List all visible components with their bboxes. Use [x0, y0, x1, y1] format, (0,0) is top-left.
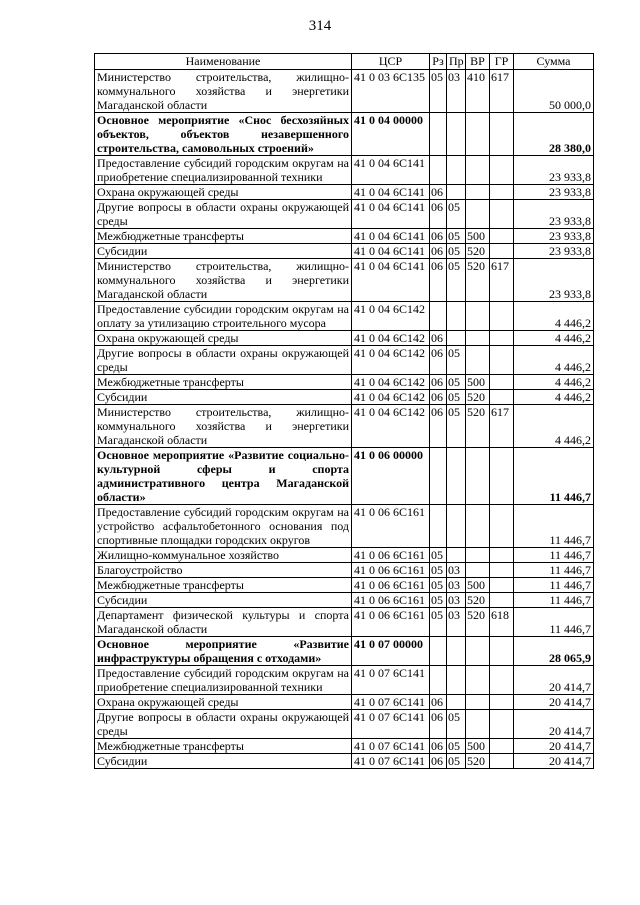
- cell-sum: 20 414,7: [514, 695, 594, 710]
- cell-gr: [490, 244, 514, 259]
- table-row: [95, 608, 594, 637]
- cell-csr: 41 0 04 6С141: [352, 229, 430, 244]
- cell-name: Охрана окружающей среды: [95, 185, 352, 200]
- cell-name: Другие вопросы в области охраны окружающей среды: [95, 710, 352, 739]
- cell-csr: 41 0 04 6С142: [352, 346, 430, 375]
- cell-pr: [447, 185, 466, 200]
- table-row: [95, 710, 594, 739]
- cell-rz: [430, 302, 447, 331]
- cell-gr: [490, 710, 514, 739]
- cell-gr: [490, 331, 514, 346]
- cell-sum: 50 000,0: [514, 70, 594, 113]
- cell-name: Межбюджетные трансферты: [95, 739, 352, 754]
- cell-rz: 06: [430, 390, 447, 405]
- cell-sum: 4 446,2: [514, 302, 594, 331]
- cell-vr: 520: [466, 244, 490, 259]
- cell-gr: [490, 593, 514, 608]
- cell-rz: 06: [430, 710, 447, 739]
- cell-gr: 618: [490, 608, 514, 637]
- cell-name: Основное мероприятие «Развитие социально-культурной сферы и спорта административного центра Магаданской области»: [95, 448, 352, 505]
- cell-rz: 06: [430, 200, 447, 229]
- header-vr: ВР: [466, 54, 490, 70]
- cell-pr: 05: [447, 346, 466, 375]
- cell-gr: [490, 448, 514, 505]
- cell-sum: 23 933,8: [514, 229, 594, 244]
- table-row: [95, 302, 594, 331]
- cell-rz: 05: [430, 563, 447, 578]
- cell-sum: 20 414,7: [514, 754, 594, 769]
- cell-pr: [447, 695, 466, 710]
- cell-vr: [466, 448, 490, 505]
- cell-vr: [466, 185, 490, 200]
- cell-pr: 03: [447, 593, 466, 608]
- table-row: [95, 113, 594, 156]
- table-row: [95, 346, 594, 375]
- cell-csr: 41 0 06 6С161: [352, 563, 430, 578]
- cell-vr: [466, 548, 490, 563]
- cell-gr: [490, 346, 514, 375]
- cell-vr: [466, 156, 490, 185]
- cell-csr: 41 0 04 6С141: [352, 200, 430, 229]
- cell-name: Другие вопросы в области охраны окружающей среды: [95, 200, 352, 229]
- cell-sum: 4 446,2: [514, 331, 594, 346]
- cell-sum: 4 446,2: [514, 390, 594, 405]
- cell-csr: 41 0 06 6С161: [352, 505, 430, 548]
- cell-pr: 05: [447, 754, 466, 769]
- page-number: 314: [308, 18, 332, 34]
- cell-vr: 500: [466, 578, 490, 593]
- cell-sum: 20 414,7: [514, 710, 594, 739]
- cell-pr: 05: [447, 375, 466, 390]
- cell-pr: 03: [447, 578, 466, 593]
- cell-gr: 617: [490, 70, 514, 113]
- table-row: [95, 548, 594, 563]
- cell-rz: 06: [430, 244, 447, 259]
- cell-sum: 20 414,7: [514, 739, 594, 754]
- cell-name: Субсидии: [95, 244, 352, 259]
- cell-pr: [447, 302, 466, 331]
- cell-vr: [466, 505, 490, 548]
- cell-pr: [447, 113, 466, 156]
- cell-pr: 05: [447, 200, 466, 229]
- cell-gr: [490, 200, 514, 229]
- cell-rz: [430, 637, 447, 666]
- cell-sum: 28 380,0: [514, 113, 594, 156]
- cell-csr: 41 0 04 6С142: [352, 302, 430, 331]
- cell-name: Субсидии: [95, 390, 352, 405]
- cell-gr: [490, 563, 514, 578]
- cell-vr: 520: [466, 754, 490, 769]
- cell-vr: [466, 563, 490, 578]
- cell-gr: [490, 113, 514, 156]
- cell-csr: 41 0 07 6С141: [352, 710, 430, 739]
- cell-csr: 41 0 06 6С161: [352, 608, 430, 637]
- table-row: [95, 259, 594, 302]
- cell-sum: 4 446,2: [514, 405, 594, 448]
- cell-name: Предоставление субсидии городским округам на оплату за утилизацию строительного мусора: [95, 302, 352, 331]
- header-gr: ГР: [490, 54, 514, 70]
- cell-gr: [490, 185, 514, 200]
- table-row: [95, 156, 594, 185]
- cell-name: Министерство строительства, жилищно-коммунального хозяйства и энергетики Магаданской области: [95, 259, 352, 302]
- cell-rz: 05: [430, 593, 447, 608]
- cell-csr: 41 0 04 6С141: [352, 259, 430, 302]
- cell-csr: 41 0 03 6С135: [352, 70, 430, 113]
- cell-rz: 06: [430, 405, 447, 448]
- cell-vr: [466, 346, 490, 375]
- cell-gr: [490, 578, 514, 593]
- cell-rz: [430, 156, 447, 185]
- cell-gr: 617: [490, 259, 514, 302]
- table-row: [95, 637, 594, 666]
- cell-name: Предоставление субсидий городским округам на приобретение специализированной техники: [95, 156, 352, 185]
- cell-gr: [490, 548, 514, 563]
- cell-gr: [490, 695, 514, 710]
- cell-pr: 03: [447, 70, 466, 113]
- cell-vr: [466, 637, 490, 666]
- cell-rz: [430, 505, 447, 548]
- cell-name: Межбюджетные трансферты: [95, 229, 352, 244]
- cell-name: Департамент физической культуры и спорта Магаданской области: [95, 608, 352, 637]
- cell-name: Предоставление субсидий городским округам на устройство асфальтобетонного основания под спортивные площадки городских округов: [95, 505, 352, 548]
- table-row: [95, 390, 594, 405]
- cell-rz: 06: [430, 754, 447, 769]
- cell-sum: 23 933,8: [514, 156, 594, 185]
- cell-rz: 06: [430, 739, 447, 754]
- table-row: [95, 593, 594, 608]
- cell-sum: 23 933,8: [514, 259, 594, 302]
- cell-name: Предоставление субсидий городским округам на приобретение специализированной техники: [95, 666, 352, 695]
- cell-rz: 06: [430, 259, 447, 302]
- cell-pr: 05: [447, 244, 466, 259]
- cell-name: Субсидии: [95, 593, 352, 608]
- cell-rz: 05: [430, 548, 447, 563]
- cell-sum: 11 446,7: [514, 505, 594, 548]
- cell-vr: 500: [466, 739, 490, 754]
- cell-vr: 520: [466, 593, 490, 608]
- cell-pr: [447, 156, 466, 185]
- table-row: [95, 70, 594, 113]
- table-row: [95, 405, 594, 448]
- cell-vr: [466, 113, 490, 156]
- cell-name: Межбюджетные трансферты: [95, 578, 352, 593]
- cell-vr: 520: [466, 405, 490, 448]
- cell-pr: 05: [447, 739, 466, 754]
- cell-gr: [490, 739, 514, 754]
- budget-table: [94, 53, 594, 769]
- cell-csr: 41 0 07 00000: [352, 637, 430, 666]
- cell-csr: 41 0 07 6С141: [352, 754, 430, 769]
- cell-sum: 11 446,7: [514, 578, 594, 593]
- cell-rz: [430, 666, 447, 695]
- cell-sum: 11 446,7: [514, 448, 594, 505]
- cell-rz: [430, 113, 447, 156]
- cell-gr: [490, 754, 514, 769]
- cell-pr: 03: [447, 563, 466, 578]
- table-row: [95, 505, 594, 548]
- cell-name: Основное мероприятие «Развитие инфраструктуры обращения с отходами»: [95, 637, 352, 666]
- cell-csr: 41 0 04 6С141: [352, 156, 430, 185]
- table-row: [95, 754, 594, 769]
- cell-csr: 41 0 04 6С142: [352, 405, 430, 448]
- header-name: Наименование: [95, 54, 352, 70]
- table-row: [95, 448, 594, 505]
- cell-sum: 11 446,7: [514, 563, 594, 578]
- table-row: [95, 185, 594, 200]
- table-header-row: [95, 54, 594, 70]
- cell-sum: 11 446,7: [514, 608, 594, 637]
- cell-csr: 41 0 04 6С141: [352, 185, 430, 200]
- cell-csr: 41 0 06 6С161: [352, 548, 430, 563]
- header-sum: Сумма: [514, 54, 594, 70]
- cell-csr: 41 0 06 6С161: [352, 578, 430, 593]
- cell-name: Жилищно-коммунальное хозяйство: [95, 548, 352, 563]
- cell-vr: 500: [466, 229, 490, 244]
- cell-pr: 05: [447, 710, 466, 739]
- table-row: [95, 578, 594, 593]
- cell-vr: [466, 710, 490, 739]
- table-row: [95, 244, 594, 259]
- cell-csr: 41 0 04 6С142: [352, 375, 430, 390]
- cell-rz: 06: [430, 185, 447, 200]
- cell-name: Межбюджетные трансферты: [95, 375, 352, 390]
- cell-name: Субсидии: [95, 754, 352, 769]
- cell-csr: 41 0 04 6С141: [352, 244, 430, 259]
- cell-csr: 41 0 07 6С141: [352, 695, 430, 710]
- cell-rz: 05: [430, 578, 447, 593]
- cell-pr: 05: [447, 259, 466, 302]
- cell-name: Благоустройство: [95, 563, 352, 578]
- cell-rz: 06: [430, 695, 447, 710]
- cell-pr: [447, 637, 466, 666]
- table-row: [95, 695, 594, 710]
- cell-vr: 520: [466, 608, 490, 637]
- cell-gr: [490, 302, 514, 331]
- cell-csr: 41 0 04 6С142: [352, 331, 430, 346]
- cell-pr: [447, 548, 466, 563]
- cell-csr: 41 0 06 6С161: [352, 593, 430, 608]
- table-row: [95, 229, 594, 244]
- cell-pr: 05: [447, 229, 466, 244]
- cell-rz: 05: [430, 70, 447, 113]
- cell-pr: 05: [447, 405, 466, 448]
- cell-sum: 23 933,8: [514, 200, 594, 229]
- table-row: [95, 200, 594, 229]
- cell-rz: [430, 448, 447, 505]
- cell-sum: 23 933,8: [514, 185, 594, 200]
- cell-sum: 23 933,8: [514, 244, 594, 259]
- cell-csr: 41 0 04 00000: [352, 113, 430, 156]
- cell-rz: 06: [430, 331, 447, 346]
- cell-gr: 617: [490, 405, 514, 448]
- cell-name: Министерство строительства, жилищно-коммунального хозяйства и энергетики Магаданской области: [95, 70, 352, 113]
- cell-sum: 4 446,2: [514, 375, 594, 390]
- table-row: [95, 739, 594, 754]
- cell-gr: [490, 156, 514, 185]
- cell-gr: [490, 637, 514, 666]
- table-body: [95, 70, 594, 769]
- header-csr: ЦСР: [352, 54, 430, 70]
- cell-pr: [447, 505, 466, 548]
- cell-gr: [490, 390, 514, 405]
- cell-csr: 41 0 07 6С141: [352, 739, 430, 754]
- table-row: [95, 563, 594, 578]
- cell-vr: [466, 695, 490, 710]
- cell-sum: 28 065,9: [514, 637, 594, 666]
- cell-pr: 03: [447, 608, 466, 637]
- cell-rz: 06: [430, 375, 447, 390]
- cell-sum: 11 446,7: [514, 548, 594, 563]
- cell-name: Другие вопросы в области охраны окружающей среды: [95, 346, 352, 375]
- cell-pr: [447, 666, 466, 695]
- cell-vr: [466, 200, 490, 229]
- cell-pr: 05: [447, 390, 466, 405]
- cell-gr: [490, 375, 514, 390]
- cell-rz: 06: [430, 229, 447, 244]
- table-row: [95, 375, 594, 390]
- header-pr: Пр: [447, 54, 466, 70]
- cell-name: Основное мероприятие «Снос бесхозяйных объектов, объектов незавершенного строительства, самовольных строений»: [95, 113, 352, 156]
- cell-gr: [490, 229, 514, 244]
- cell-vr: [466, 666, 490, 695]
- table-row: [95, 331, 594, 346]
- cell-sum: 11 446,7: [514, 593, 594, 608]
- cell-gr: [490, 666, 514, 695]
- cell-sum: 4 446,2: [514, 346, 594, 375]
- cell-vr: 520: [466, 259, 490, 302]
- cell-vr: 520: [466, 390, 490, 405]
- cell-name: Министерство строительства, жилищно-коммунального хозяйства и энергетики Магаданской области: [95, 405, 352, 448]
- cell-sum: 20 414,7: [514, 666, 594, 695]
- cell-vr: 410: [466, 70, 490, 113]
- cell-vr: [466, 302, 490, 331]
- cell-vr: [466, 331, 490, 346]
- cell-gr: [490, 505, 514, 548]
- cell-name: Охрана окружающей среды: [95, 331, 352, 346]
- cell-vr: 500: [466, 375, 490, 390]
- cell-csr: 41 0 06 00000: [352, 448, 430, 505]
- cell-name: Охрана окружающей среды: [95, 695, 352, 710]
- cell-rz: 06: [430, 346, 447, 375]
- cell-pr: [447, 331, 466, 346]
- header-rz: Рз: [430, 54, 447, 70]
- cell-csr: 41 0 07 6С141: [352, 666, 430, 695]
- cell-csr: 41 0 04 6С142: [352, 390, 430, 405]
- table-row: [95, 666, 594, 695]
- cell-pr: [447, 448, 466, 505]
- cell-rz: 05: [430, 608, 447, 637]
